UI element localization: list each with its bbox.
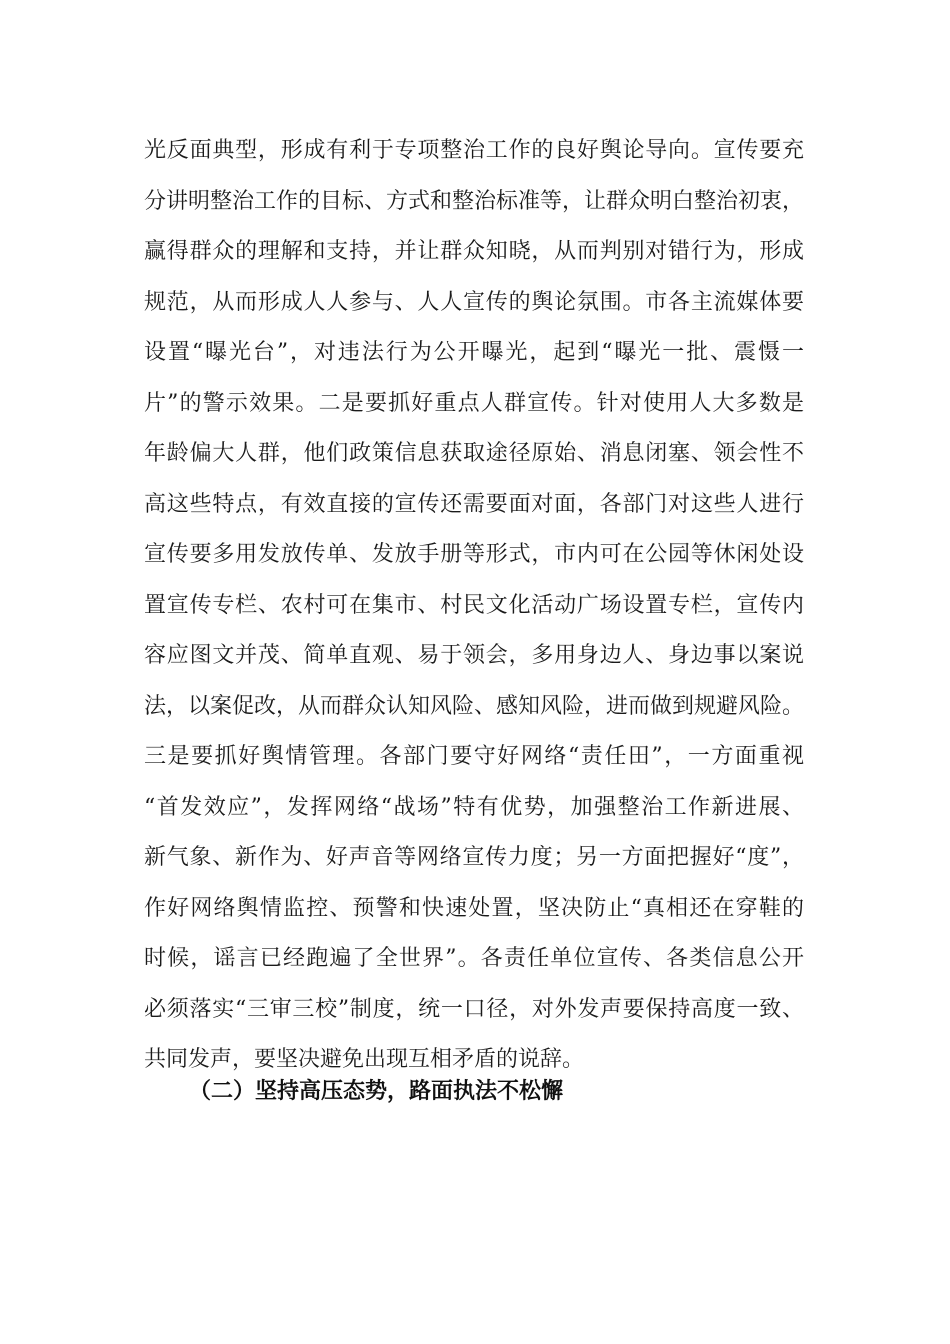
body-paragraph <box>144 126 804 1086</box>
paragraph-line-16: 作好网络舆情监控、预警和快速处置，坚决防止“真相还在穿鞋的 <box>144 895 804 921</box>
paragraph-line-18: 必须落实“三审三校”制度，统一口径，对外发声要保持高度一致、 <box>144 996 804 1022</box>
paragraph-line-3: 赢得群众的理解和支持，并让群众知晓，从而判别对错行为，形成 <box>144 239 804 264</box>
paragraph-line-11: 容应图文并茂、简单直观、易于领会，多用身边人、身边事以案说 <box>144 643 804 668</box>
paragraph-line-19: 共同发声，要坚决避免出现互相矛盾的说辞。 <box>144 1047 585 1072</box>
paragraph-line-6: 片”的警示效果。二是要抓好重点人群宣传。针对使用人大多数是 <box>144 390 804 416</box>
paragraph-line-7: 年龄偏大人群，他们政策信息获取途径原始、消息闭塞、领会性不 <box>144 441 804 466</box>
paragraph-line-10: 置宣传专栏、农村可在集市、村民文化活动广场设置专栏，宣传内 <box>144 592 804 618</box>
paragraph-line-14: “首发效应”，发挥网络“战场”特有优势，加强整治工作新进展、 <box>144 794 804 820</box>
paragraph-line-1: 光反面典型，形成有利于专项整治工作的良好舆论导向。宣传要充 <box>144 138 804 163</box>
paragraph-line-4: 规范，从而形成人人参与、人人宣传的舆论氛围。市各主流媒体要 <box>144 289 804 315</box>
paragraph-line-12: 法，以案促改，从而群众认知风险、感知风险，进而做到规避风险。 <box>144 693 805 719</box>
paragraph-line-13: 三是要抓好舆情管理。各部门要守好网络“责任田”，一方面重视 <box>144 744 804 769</box>
paragraph-line-15: 新气象、新作为、好声音等网络宣传力度；另一方面把握好“度”， <box>144 845 804 870</box>
paragraph-line-2: 分讲明整治工作的目标、方式和整治标准等，让群众明白整治初衷， <box>144 188 805 214</box>
paragraph-line-17: 时候，谣言已经跑遍了全世界”。各责任单位宣传、各类信息公开 <box>144 946 804 971</box>
section-heading: （二）坚持高压态势，路面执法不松懈 <box>189 1079 564 1104</box>
paragraph-line-5: 设置“曝光台”，对违法行为公开曝光，起到“曝光一批、震慑一 <box>144 340 804 365</box>
paragraph-line-9: 宣传要多用发放传单、发放手册等形式，市内可在公园等休闲处设 <box>144 542 804 567</box>
paragraph-line-8: 高这些特点，有效直接的宣传还需要面对面，各部门对这些人进行 <box>144 491 804 517</box>
